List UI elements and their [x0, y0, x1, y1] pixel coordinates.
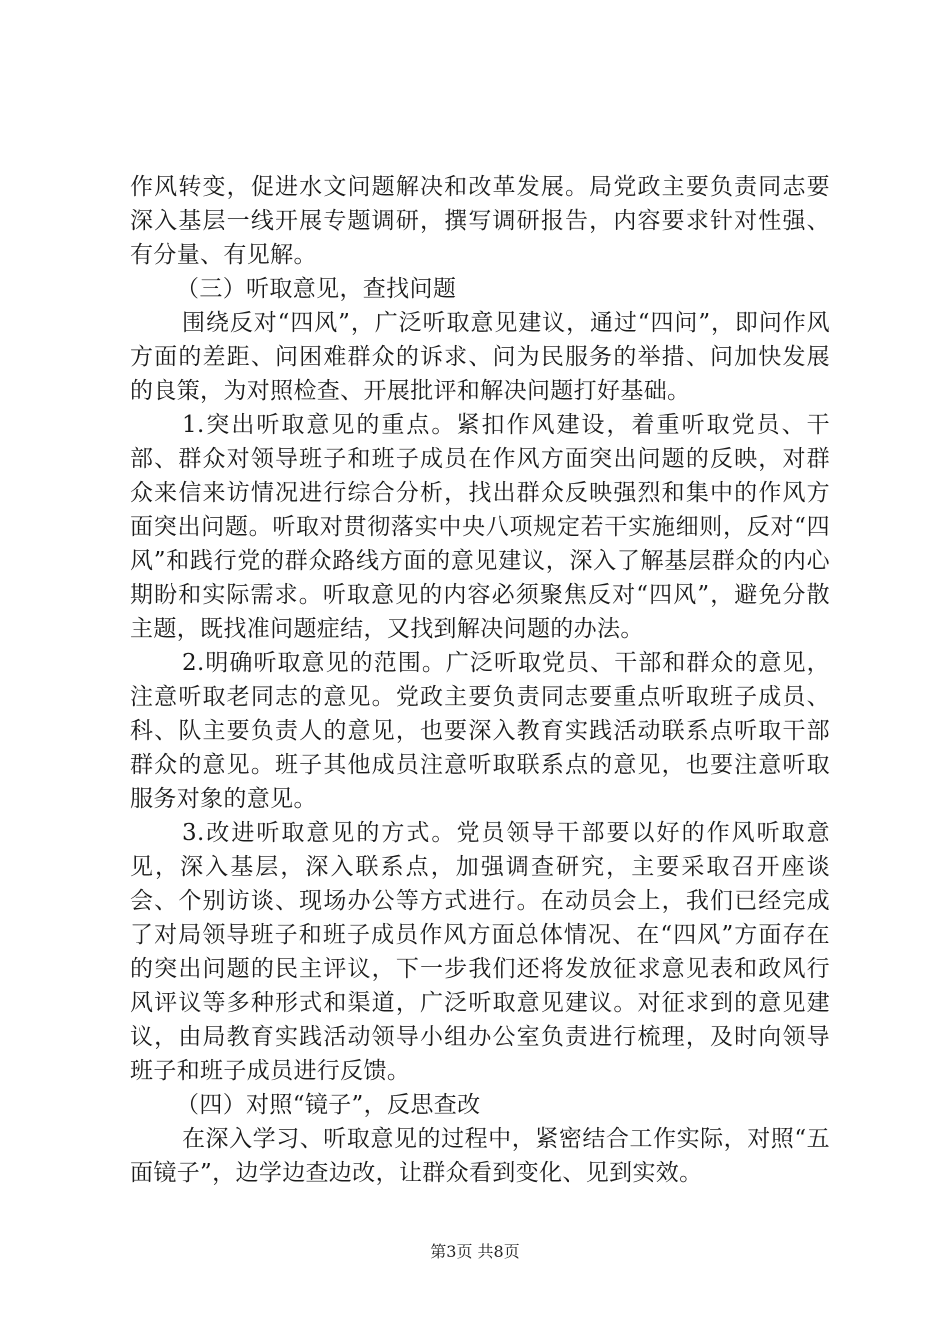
section-heading-4: （四）对照“镜子”，反思查改 [176, 1092, 481, 1118]
paragraph-continuation: 作风转变，促进水文问题解决和改革发展。局党政主要负责同志要深入基层一线开展专题调研，撰写调研报告，内容要求针对性强、有分量、有见解。 [130, 174, 830, 268]
paragraph-mirrors: 在深入学习、听取意见的过程中，紧密结合工作实际，对照“五面镜子”，边学边查边改，让群众看到变化、见到实效。 [130, 1126, 830, 1186]
section-heading-3: （三）听取意见，查找问题 [176, 276, 457, 302]
paragraph-item-2: 2.明确听取意见的范围。广泛听取党员、干部和群众的意见，注意听取老同志的意见。党政主要负责同志要重点听取班子成员、科、队主要负责人的意见，也要深入教育实践活动联系点听取干部群众的意见。班子其他成员注意听取联系点的意见，也要注意听取服务对象的意见。 [130, 650, 830, 812]
paragraph-item-1: 1.突出听取意见的重点。紧扣作风建设，着重听取党员、干部、群众对领导班子和班子成员在作风方面突出问题的反映，对群众来信来访情况进行综合分析，找出群众反映强烈和集中的作风方面突出问题。听取对贯彻落实中央八项规定若干实施细则，反对“四风”和践行党的群众路线方面的意见建议，深入了解基层群众的内心期盼和实际需求。听取意见的内容必须聚焦反对“四风”，避免分散主题，既找准问题症结，又找到解决问题的办法。 [130, 412, 830, 642]
page-footer: 第3页 共8页 [430, 1242, 520, 1261]
document-body [130, 170, 830, 1190]
paragraph-four-questions: 围绕反对“四风”，广泛听取意见建议，通过“四问”，即问作风方面的差距、问困难群众的诉求、问为民服务的举措、问加快发展的良策，为对照检查、开展批评和解决问题打好基础。 [130, 310, 830, 404]
paragraph-item-3: 3.改进听取意见的方式。党员领导干部要以好的作风听取意见，深入基层，深入联系点，加强调查研究，主要采取召开座谈会、个别访谈、现场办公等方式进行。在动员会上，我们已经完成了对局领导班子和班子成员作风方面总体情况、在“四风”方面存在的突出问题的民主评议，下一步我们还将发放征求意见表和政风行风评议等多种形式和渠道，广泛听取意见建议。对征求到的意见建议，由局教育实践活动领导小组办公室负责进行梳理，及时向领导班子和班子成员进行反馈。 [130, 820, 830, 1084]
